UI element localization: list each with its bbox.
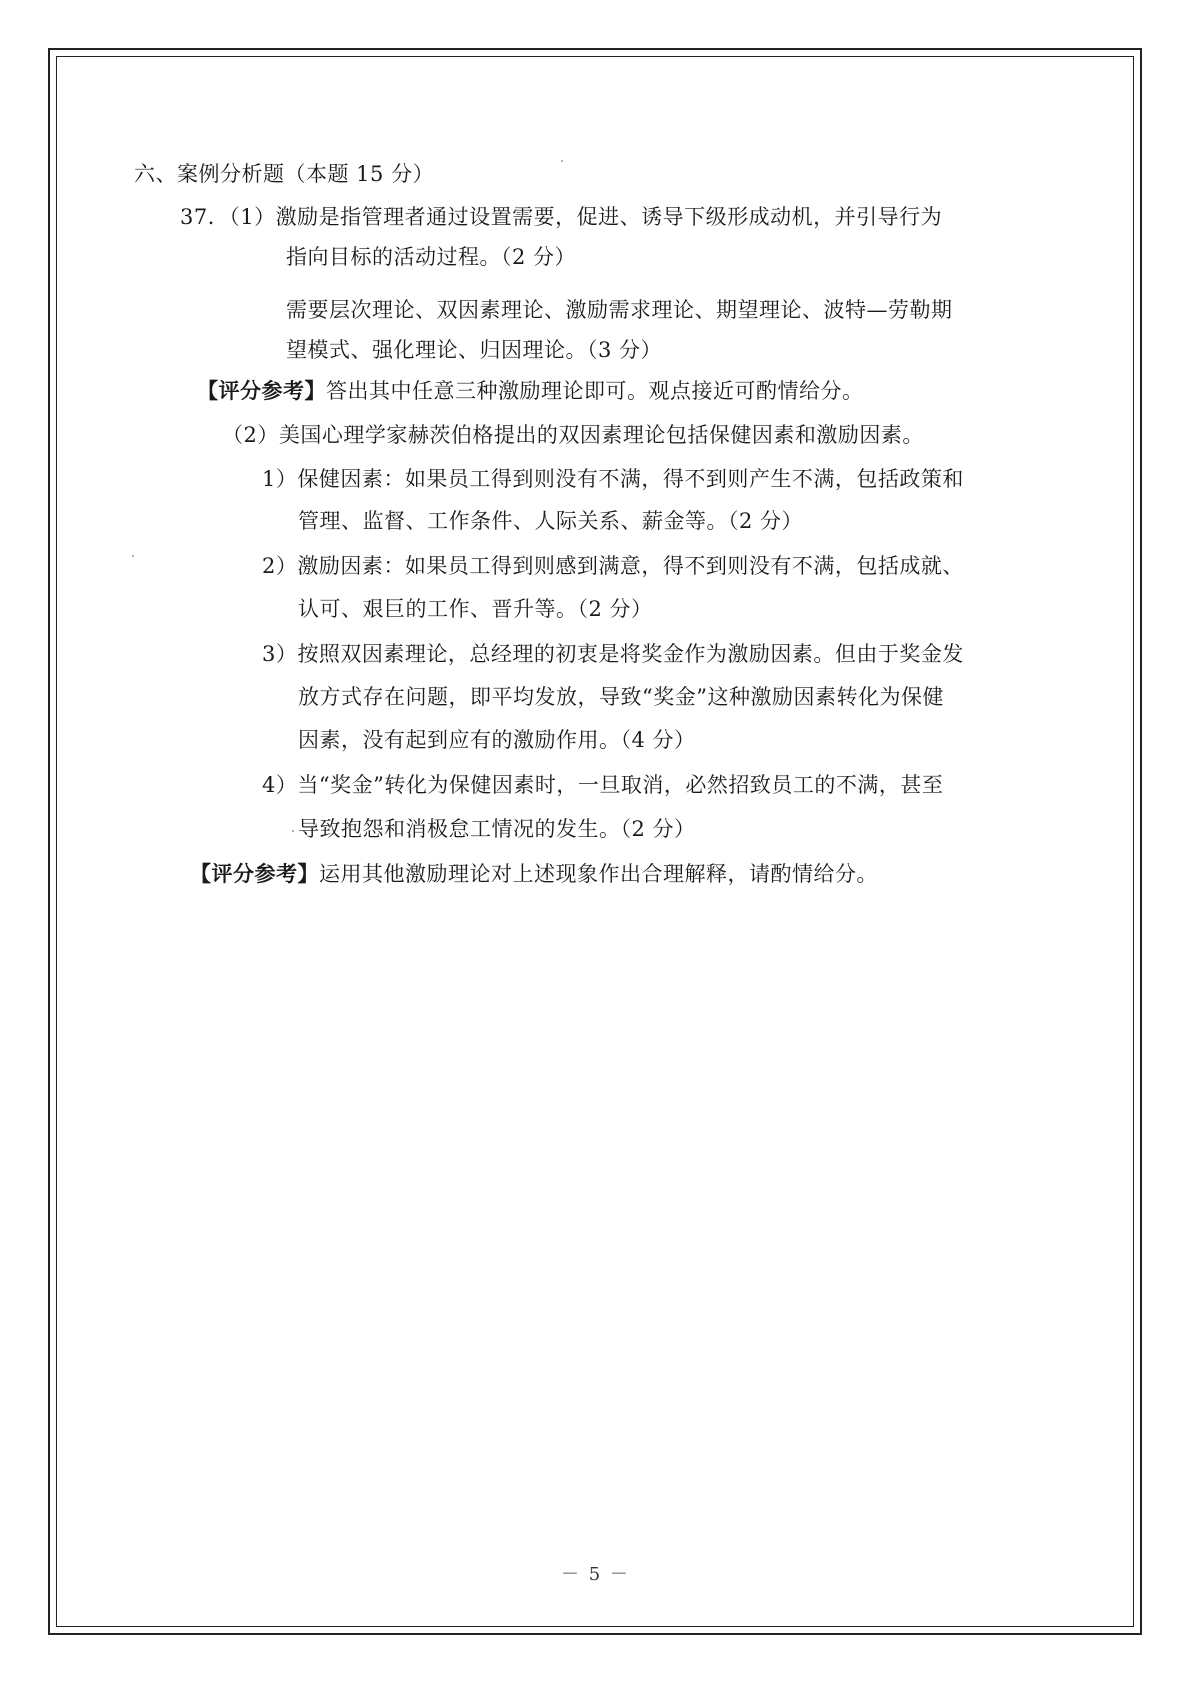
grading-reference-1 <box>197 377 864 405</box>
item4-line2: 导致抱怨和消极怠工情况的发生。（2 分） <box>298 817 696 841</box>
grading-reference-mark: 【评分参考】 <box>197 378 326 403</box>
section-title: 六、案例分析题（本题 15 分） <box>134 162 435 186</box>
scan-speck <box>292 830 294 832</box>
item2-line2: 认可、艰巨的工作、晋升等。（2 分） <box>298 597 653 621</box>
q37-part1-line4: 望模式、强化理论、归因理论。（3 分） <box>286 338 663 362</box>
q37-part1-line3: 需要层次理论、双因素理论、激励需求理论、期望理论、波特—劳勒期 <box>286 298 953 322</box>
q37-part1-line2: 指向目标的活动过程。（2 分） <box>286 245 577 269</box>
grading-reference-2 <box>190 860 878 888</box>
grading-reference-text: 运用其他激励理论对上述现象作出合理解释，请酌情给分。 <box>319 862 878 886</box>
grading-reference-text: 答出其中任意三种激励理论即可。观点接近可酌情给分。 <box>326 379 864 403</box>
grading-reference-mark: 【评分参考】 <box>190 861 319 886</box>
q37-part1-line1: 37．（1）激励是指管理者通过设置需要，促进、诱导下级形成动机，并引导行为 <box>180 205 943 229</box>
item1-line1: 1）保健因素：如果员工得到则没有不满，得不到则产生不满，包括政策和 <box>262 467 964 491</box>
item1-line2: 管理、监督、工作条件、人际关系、薪金等。（2 分） <box>298 509 804 533</box>
scan-speck <box>132 555 134 557</box>
q37-part2-intro: （2）美国心理学家赫茨伯格提出的双因素理论包括保健因素和激励因素。 <box>222 423 924 447</box>
item3-line3: 因素，没有起到应有的激励作用。（4 分） <box>298 728 696 752</box>
page-number: － 5 － <box>561 1564 630 1585</box>
item3-line1: 3）按照双因素理论，总经理的初衷是将奖金作为激励因素。但由于奖金发 <box>262 642 964 666</box>
item2-line1: 2）激励因素：如果员工得到则感到满意，得不到则没有不满，包括成就、 <box>262 554 964 578</box>
item3-line2: 放方式存在问题，即平均发放，导致“奖金”这种激励因素转化为保健 <box>298 685 944 709</box>
item4-line1: 4）当“奖金”转化为保健因素时，一旦取消，必然招致员工的不满，甚至 <box>262 773 944 797</box>
scan-speck <box>561 160 563 162</box>
